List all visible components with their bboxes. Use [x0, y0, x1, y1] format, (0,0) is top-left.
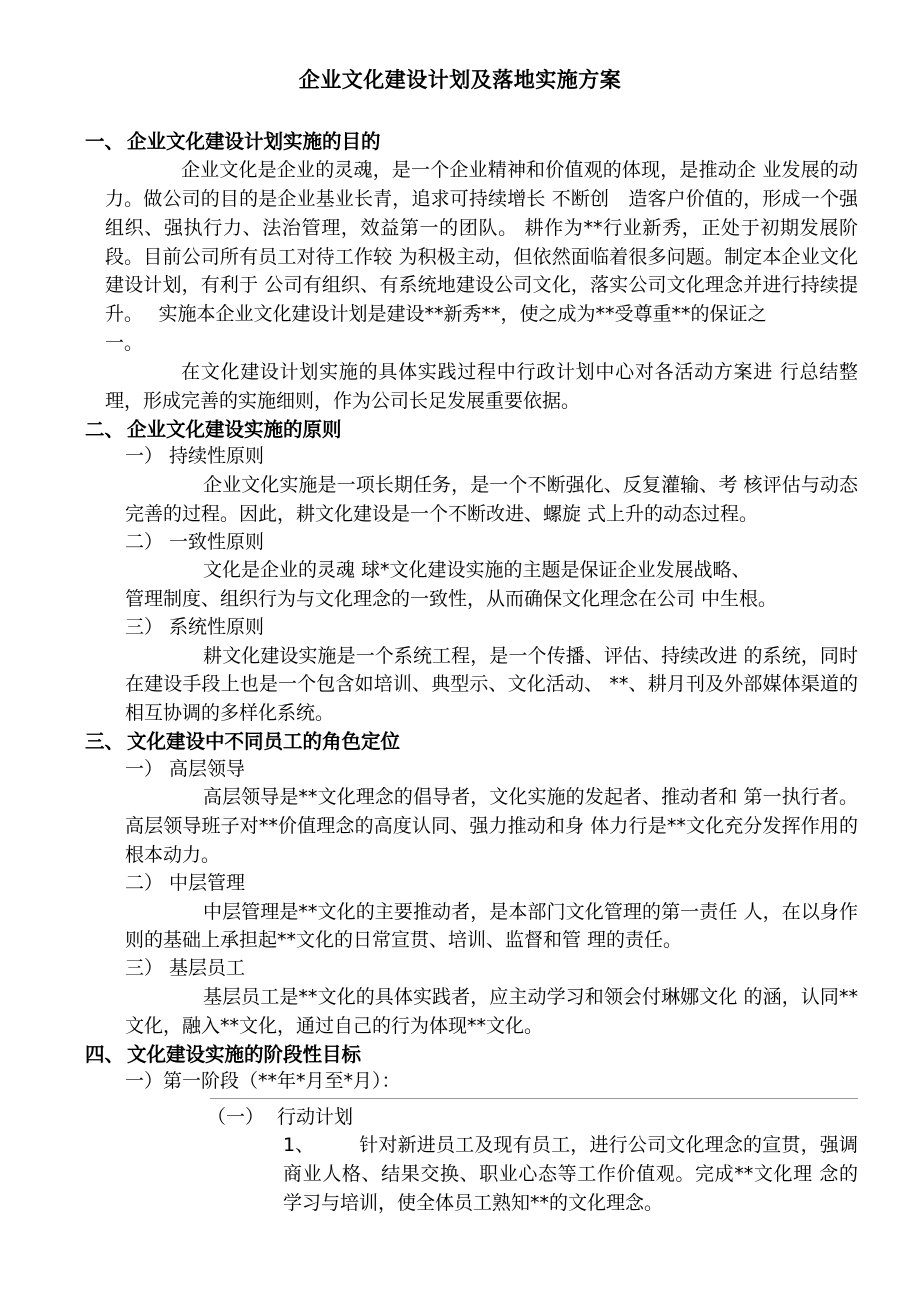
paragraph: 中层管理是**文化的主要推动者，是本部门文化管理的第一责任 人，在以身作则的基础上承担起**文化的日常宣贯、培训、监督和管 理的责任。 [125, 900, 858, 952]
document-body [0, 93, 920, 1218]
subsection-number: 三） [125, 616, 164, 639]
subsection-heading [85, 756, 858, 784]
section-heading-4 [85, 1041, 858, 1069]
subsection-number: 一） [125, 445, 164, 468]
paragraph: 在文化建设计划实施的具体实践过程中行政计划中心对各活动方案进 行总结整理，形成完善的实施细则，作为公司长足发展重要依据。 [105, 361, 858, 412]
subsection-number: 二） [125, 872, 164, 895]
subsection-number: 一） [125, 757, 164, 780]
subsection-title: 第一阶段（**年*月至*月）： [163, 1070, 401, 1093]
subsection-number: 三） [125, 957, 164, 980]
section-number-4: 四、 [85, 1042, 125, 1066]
subsection-title: 持续性原则 [169, 445, 265, 468]
list-item [85, 1131, 858, 1218]
section-number-3: 三、 [85, 730, 125, 754]
section-heading-3 [85, 728, 858, 756]
subsection-title: 基层员工 [169, 957, 246, 980]
spacer [85, 119, 858, 128]
subsection-heading [85, 1068, 858, 1096]
section-heading-2 [85, 416, 858, 444]
subsubsection-number: （一） [207, 1105, 265, 1128]
paragraph: 企业文化是企业的灵魂，是一个企业精神和价值观的体现，是推动企 业发展的动力。做公司的目的是企业基业长青，追求可持续增长 不断创 造客户价值的，形成一个强组织、强执行力、法治管理，效益第一的团队。 耕作为**行业新秀，正处于初期发展阶段。目前公司所有员工对待工作较 为积极主动，但依然面临着很多问题。制定本企业文化建设计划，有利于 公司有组织、有系统地建设公司文化，落实公司文化理念并进行持续提升。 实施本企业文化建设计划是建设**新秀**，使之成为**受尊重**的保证之 [105, 158, 858, 326]
section-title-3: 文化建设中不同员工的角色定位 [127, 730, 401, 754]
paragraph: 基层员工是**文化的具体实践者，应主动学习和领会付琳娜文化 的涵，认同**文化，融入**文化，通过自己的行为体现**文化。 [125, 985, 858, 1037]
paragraph: 管理制度、组织行为与文化理念的一致性，从而确保文化理念在公司 中生根。 [125, 588, 778, 611]
paragraph: 文化是企业的灵魂 球*文化建设实施的主题是保证企业发展战略、 [203, 559, 751, 582]
section-number-1: 一、 [85, 130, 125, 154]
list-item-number: 1、 [283, 1134, 315, 1157]
subsection-number: 二） [125, 530, 164, 553]
section-heading-1 [85, 128, 858, 156]
subsection-heading [85, 529, 858, 557]
section-title-4: 文化建设实施的阶段性目标 [127, 1042, 362, 1066]
subsection-heading [85, 955, 858, 983]
subsection-title: 一致性原则 [169, 530, 265, 553]
section-title-2: 企业文化建设实施的原则 [127, 417, 342, 441]
section-number-2: 二、 [85, 417, 125, 441]
subsection-heading [85, 614, 858, 642]
subsection-title: 系统性原则 [169, 616, 265, 639]
subsubsection-heading [85, 1104, 858, 1132]
subsection-title: 中层管理 [169, 872, 246, 895]
subsection-title: 高层领导 [169, 757, 246, 780]
paragraph: 企业文化实施是一项长期任务，是一个不断强化、反复灌输、考 核评估与动态完善的过程。因此，耕文化建设是一个不断改进、螺旋 式上升的动态过程。 [125, 473, 858, 525]
page-title: 企业文化建设计划及落地实施方案 [298, 68, 622, 92]
subsection-heading [85, 443, 858, 471]
subsection-heading [85, 870, 858, 898]
section-title-1: 企业文化建设计划实施的目的 [127, 130, 381, 154]
paragraph: 一。 [105, 332, 144, 355]
paragraph: 高层领导是**文化理念的倡导者，文化实施的发起者、推动者和 第一执行者。高层领导班子对**价值理念的高度认同、强力推动和身 体力行是**文化充分发挥作用的根本动力。 [125, 786, 858, 867]
subsubsection-title: 行动计划 [277, 1105, 354, 1128]
list-item-text: 针对新进员工及现有员工，进行公司文化理念的宣贯，强调 商业人格、结果交换、职业心态等工作价值观。完成**文化理 念的学习与培训，使全体员工熟知**的文化理念。 [283, 1134, 858, 1215]
subsection-number: 一） [125, 1070, 164, 1093]
paragraph: 耕文化建设实施是一个系统工程，是一个传播、评估、持续改进 的系统，同时在建设手段上也是一个包含如培训、典型示、文化活动、 **、耕月刊及外部媒体渠道的相互协调的多样化系统。 [125, 644, 858, 725]
